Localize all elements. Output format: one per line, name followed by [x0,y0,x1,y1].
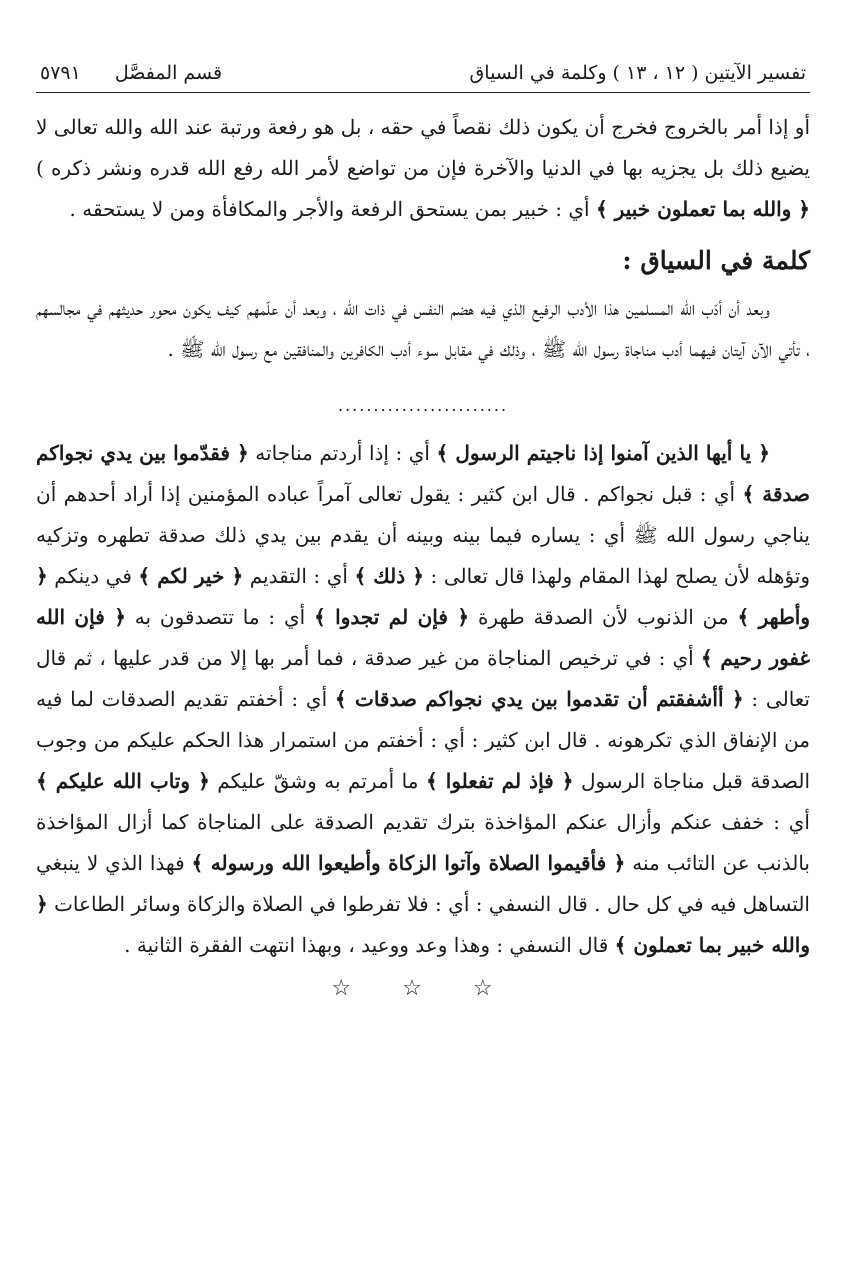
header-title: تفسير الآيتين ( ١٢ ، ١٣ ) وكلمة في السياق [469,62,806,84]
quran-quote: ﴿ فأقيموا الصلاة وآتوا الزكاة وأطيعوا الله ورسوله ﴾ [191,851,626,875]
text-run: أي : خفف عنكم وأزال عنكم المؤاخذة بترك تقديم الصدقة على المناجاة كما أزال المؤاخذة بالذنب عن التائب منه [36,810,810,875]
quran-quote: ﴿ يا أيها الذين آمنوا إذا ناجيتم الرسول ﴾ [436,441,770,465]
quran-quote: ﴿ خير لكم ﴾ [138,564,244,588]
text-run: من الذنوب لأن الصدقة طهرة [469,605,738,629]
running-head [36,58,810,93]
quran-quote: ﴿ أأشفقتم أن تقدموا بين يدي نجواكم صدقات ﴾ [334,687,744,711]
text-run: أي : ما تتصدقون به [125,605,314,629]
page-number: ٥٧٩١ [40,62,81,84]
quran-quote: ﴿ فإذ لم تفعلوا ﴾ [425,769,574,793]
text-run: أي : قبل نجواكم . قال ابن كثير : يقول تعالى آمراً عباده المؤمنين إذا أراد أحدهم أن يناجي رسول الله ﷺ أي : يساره فيما بينه وبينه أن يقدم بين يدي ذلك صدقة تطهره وتزكيه وتؤهله لأن يصلح لهذا المقام ولهذا قال تعالى : [36,482,810,588]
quran-quote: ﴿ والله بما تعملون خبير ﴾ [595,197,810,221]
quran-quote: ﴿ ذلك ﴾ [354,564,425,588]
text-run: أي : خبير بمن يستحق الرفعة والأجر والمكافأة ومن لا يستحقه . [69,197,596,221]
dotted-separator: ........................ [337,396,509,415]
end-stars: ☆ ☆ ☆ [331,976,515,1001]
quran-quote: ﴿ والله خبير بما تعملون ﴾ [36,892,810,957]
quran-quote: ﴿ فإن الله غفور رحيم ﴾ [36,605,811,670]
paragraph-3 [36,433,810,966]
quran-quote: ﴿ فقدّموا بين يدي نجواكم صدقة ﴾ [36,441,810,506]
quran-quote: ﴿ وتاب الله عليكم ﴾ [36,769,210,793]
section-heading: كلمة في السياق : [622,246,810,275]
paragraph-2: وبعد أن أدّب الله المسلمين هذا الأدب الرفيع الذي فيه هضم النفس في ذات الله ، وبعد أن علّمهم كيف يكون محور حديثهم في مجالسهم ، تأتي الآن آيتان فيهما أدب مناجاة رسول الله ﷺ ، وذلك في مقابل سوء أدب الكافرين والمنافقين مع رسول الله ﷺ . [36,296,810,361]
text-run: ما أمرتم به وشقّ عليكم [209,769,426,793]
text-run: أي : في ترخيص المناجاة من غير صدقة ، فما أمر بها إلا من قدر عليها ، ثم قال تعالى : [36,646,810,711]
paragraph-1 [36,107,810,230]
quran-quote: ﴿ وأطهر ﴾ [36,564,810,629]
text-run: فهذا الذي لا ينبغي التساهل فيه في كل حال . قال النسفي : أي : فلا تفرطوا في الصلاة والزكاة وسائر الطاعات [36,851,810,916]
text-run: أي : التقديم [243,564,355,588]
quran-quote: ﴿ فإن لم تجدوا ﴾ [314,605,470,629]
text-run: أو إذا أمر بالخروج فخرج أن يكون ذلك نقصاً في حقه ، بل هو رفعة ورتبة عند الله والله تعالى لا يضيع ذلك بل يجزيه بها في الدنيا والآخرة فإن من تواضع لأمر الله رفع الله قدره ونشر ذكره ) [36,115,810,180]
text-run: قال النسفي : وهذا وعد ووعيد ، وبهذا انتهت الفقرة الثانية . [124,933,615,957]
text-run: في دينكم [47,564,139,588]
header-left [40,58,222,88]
text-run: أي : إذا أردتم مناجاته [248,441,437,465]
header-section: قسم المفصَّل [114,62,223,84]
text-run: أي : أخفتم تقديم الصدقات لما فيه من الإنفاق الذي تكرهونه . قال ابن كثير : أي : أخفتم من استمرار هذا الحكم عليكم من وجوب الصدقة قبل مناجاة الرسول [36,687,810,793]
